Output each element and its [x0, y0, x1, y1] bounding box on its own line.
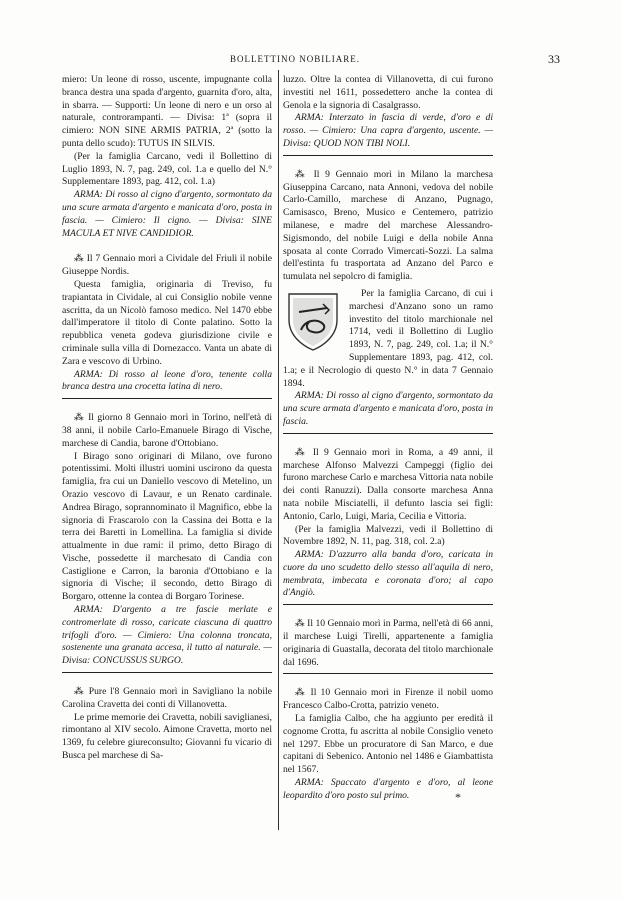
paragraph: Le prime memorie dei Cravetta, nobili saviglianesi, rimontano al XIV secolo. Aimone Cravetta, morto nel 1369, fu celebre giureconsulto; Giovanni fu vicario di Busca pel marchese di Sa-	[62, 711, 272, 762]
obituary-entry: ⁂ Il 10 Gennaio morì in Parma, nell'età di 66 anni, il marchese Luigi Tirelli, appartenente a famiglia originaria di Guastalla, decorata del titolo marchionale dal 1696.	[283, 618, 493, 668]
coat-of-arms-icon	[283, 290, 343, 352]
right-column	[283, 74, 493, 803]
obituary-entry: ⁂ Il giorno 8 Gennaio morì in Torino, nell'età di 38 anni, il nobile Carlo-Emanuele Birago di Vische, marchese di Candia, barone d'Ottobiano.	[62, 412, 272, 449]
separator	[283, 604, 493, 605]
arms-paragraph: ARMA: D'azzurro alla banda d'oro, caricata in cuore da uno scudetto dello stesso all'aquila di nero, membrata, imbecata e coronata d'oro; al capo d'Angiò.	[283, 549, 493, 599]
separator	[283, 433, 493, 434]
paragraph: (Per la famiglia Malvezzi, vedi il Bollettino di Novembre 1892, N. 11, pag. 318, col. 2.a)	[283, 523, 493, 548]
arms-paragraph: ARMA: Di rosso al cigno d'argento, sormontato da una scure armata d'argento e manicata d'oro, posta in fascia. — Cimiero: Il cigno. — Divisa: SINE MACULA ET NIVE CANDIDIOR.	[62, 189, 272, 239]
arms-paragraph: ARMA: Interzato in fascia di verde, d'oro e di rosso. — Cimiero: Una capra d'argento, uscente. — Divisa: QUOD NON TIBI NOLI.	[283, 112, 493, 149]
paragraph: (Per la famiglia Carcano, vedi il Bollettino di Luglio 1893, N. 7, pag. 249, col. 1.a e quello del N.° Supplementare 1893, pag. 412, col. 1.a)	[62, 150, 272, 188]
crest-block	[283, 288, 493, 390]
paragraph: Questa famiglia, originaria di Treviso, fu trapiantata in Cividale, al cui Consiglio nobile venne ascritta, da un Nicolò famoso medico. Nel 1470 ebbe dall'imperatore il titolo di Conte palatino. Sotto la repubblica veneta godeva giurisdizione civile e criminale sulla villa di Dornezacco. Vanta un abate di Zara e vescovo di Urbino.	[62, 278, 272, 367]
separator	[283, 155, 493, 156]
arms-paragraph: ARMA: Di rosso al leone d'oro, tenente colla branca destra una crocetta latina di nero.	[62, 368, 272, 393]
end-mark: *	[455, 790, 461, 804]
paragraph: La famiglia Calbo, che ha aggiunto per eredità il cognome Crotta, fu ascritta al nobile Consiglio veneto nel 1297. Ebbe un procuratore di San Marco, e due capitani di Sebenico. Antonio nel 1486 e Giambattista nel 1567.	[283, 713, 493, 776]
separator	[283, 673, 493, 674]
running-title: BOLLETTINO NOBILIARE.	[230, 54, 360, 64]
paragraph: I Birago sono originari di Milano, ove furono potentissimi. Molti illustri uomini uscirono da questa famiglia, fra cui un Daniello vescovo di Metelino, un Orazio vescovo di Lavaur, e un Renato cardinale. Andrea Birago, soprannominato il Magnifico, ebbe la signoria di Frascarolo con la Cassina dei Botta e la terra dei Baretti in Lomellina. La famiglia si divide attualmente in due rami: il primo, detto Birago di Vische, possedette il marchesato di Candia con Castiglione e Carron, la baronia d'Ottobiano e la signoria di Vische; il secondo, detto Birago di Borgaro, ottenne la contea di Borgaro Torinese.	[62, 450, 272, 603]
arms-paragraph: ARMA: D'argento a tre fascie merlate e contromerlate di rosso, caricate ciascuna di quattro trifogli d'oro. — Cimiero: Una colonna troncata, sostenente una granata accesa, il tutto al naturale. — Divisa: CONCUSSUS SURGO.	[62, 604, 272, 667]
page-number: 33	[548, 52, 560, 66]
column-divider	[278, 70, 279, 830]
obituary-entry: ⁂ Il 10 Gennaio morì in Firenze il nobil uomo Francesco Calbo-Crotta, patrizio veneto.	[283, 687, 493, 712]
page-header	[60, 54, 560, 70]
obituary-entry: ⁂ Il 7 Gennaio morì a Cividale del Friuli il nobile Giuseppe Nordis.	[62, 253, 272, 278]
left-column	[62, 74, 272, 763]
obituary-entry: ⁂ Il 9 Gennaio morì in Roma, a 49 anni, il marchese Alfonso Malvezzi Campeggi (figlio dei furono marchese Carlo e marchesa Vittoria nata nobile dei conti Ranuzzi). Dalla consorte marchesa Anna nata nobile Misciatelli, il defunto lascia sei figli: Antonio, Carlo, Luigi, Maria, Cecilia e Vittoria.	[283, 446, 493, 522]
paragraph: miero: Un leone di rosso, uscente, impugnante colla branca destra una spada d'argento, guarnita d'oro, alta, in sbarra. — Supporti: Un leone di nero e un orso al naturale, controrampanti. — Divisa: 1ª (sopra il cimiero: NON SINE ARMIS PATRIA, 2ª (sotto la punta dello scudo): TUTUS IN SILVIS.	[62, 74, 272, 149]
separator	[62, 672, 272, 673]
separator	[62, 398, 272, 399]
obituary-entry: ⁂ Il 9 Gennaio morì in Milano la marchesa Giuseppina Carcano, nata Annoni, vedova del nobile Carlo-Camillo, marchese di Anzano, Pugnago, Camisasco, Breno, Musico e Centemero, patrizio milanese, e madre del marchese Alessandro-Sigismondo, del nobile Luigi e della nobile Anna sposata al conte Corrado Vimercati-Sozzi. La salma dell'estinta fu trasportata ad Anzano del Parco e tumulata nel sepolcro di famiglia.	[283, 168, 493, 283]
paragraph: Per la famiglia Carcano, di cui i marchesi d'Anzano sono un ramo investito del titolo marchionale nel 1714, vedi il Bollettino di Luglio 1893, N. 7, pag. 249, col. 1.a; il N.° Supplementare 1893, pag. 412, col. 1.a; e il Necrologio di questo N.° in data 7 Gennaio 1894.	[283, 287, 493, 389]
arms-paragraph: ARMA: Di rosso al cigno d'argento, sormontato da una scure armata d'argento e manicata d'oro, posta in fascia.	[283, 390, 493, 427]
obituary-entry: ⁂ Pure l'8 Gennaio morì in Savigliano la nobile Carolina Cravetta dei conti di Villanovetta.	[62, 686, 272, 710]
arms-paragraph: ARMA: Spaccato d'argento e d'oro, al leone leopardito d'oro posto sul primo.	[283, 777, 493, 801]
paragraph: luzzo. Oltre la contea di Villanovetta, di cui furono investiti nel 1611, possedettero anche la contea di Genola e la signoria di Casalgrasso.	[283, 74, 493, 111]
